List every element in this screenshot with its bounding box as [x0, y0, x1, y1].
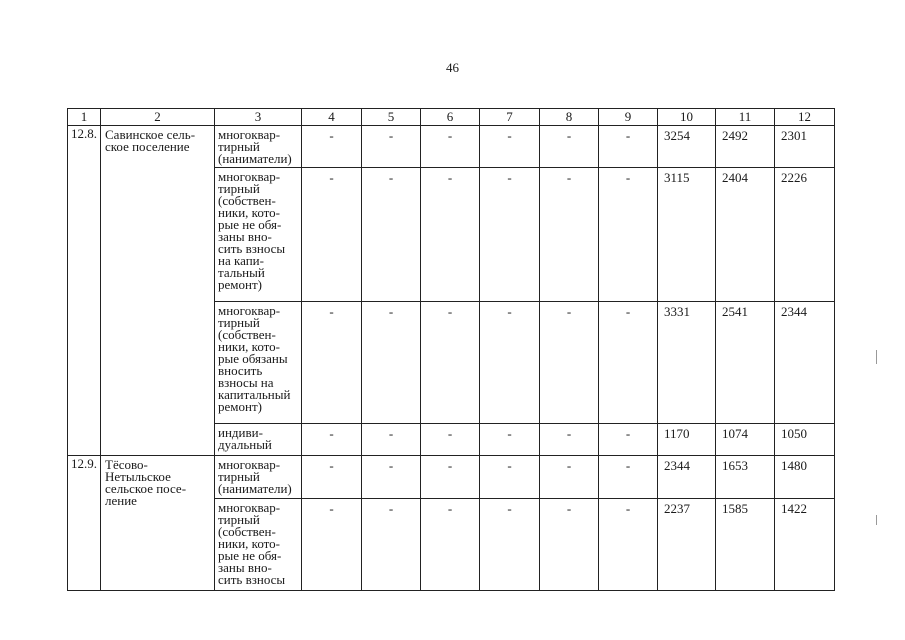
- empty-value-dash: -: [362, 168, 421, 302]
- column-header: 3: [215, 109, 302, 126]
- housing-type-line: вносить: [218, 363, 263, 378]
- empty-value-dash: -: [599, 499, 658, 591]
- housing-type-line: взносы на: [218, 375, 274, 390]
- empty-value-dash: -: [480, 456, 540, 499]
- empty-value-dash: -: [599, 126, 658, 168]
- housing-type: [215, 499, 302, 591]
- housing-type-line: ники, кото-: [218, 536, 281, 551]
- empty-value-dash: -: [362, 499, 421, 591]
- value-v10: 2344: [658, 456, 716, 499]
- housing-type-line: тирный: [218, 512, 260, 527]
- value-v11: 2404: [716, 168, 775, 302]
- value-v12: 2226: [775, 168, 835, 302]
- scan-margin-mark: [876, 350, 877, 364]
- housing-type-line: сить взносы: [218, 572, 286, 587]
- column-header: 9: [599, 109, 658, 126]
- column-header: 2: [101, 109, 215, 126]
- housing-type-line: многоквар-: [218, 500, 281, 515]
- column-header: 12: [775, 109, 835, 126]
- table-row: [68, 456, 835, 499]
- empty-value-dash: -: [540, 126, 599, 168]
- column-header: 10: [658, 109, 716, 126]
- value-v10: 3254: [658, 126, 716, 168]
- housing-type-line: многоквар-: [218, 303, 281, 318]
- value-v10: 2237: [658, 499, 716, 591]
- housing-type-line: многоквар-: [218, 127, 281, 142]
- housing-type-line: рые обязаны: [218, 351, 288, 366]
- housing-type-line: (наниматели): [218, 151, 292, 166]
- page-number: 46: [446, 60, 459, 75]
- empty-value-dash: -: [302, 168, 362, 302]
- housing-type-line: (наниматели): [218, 481, 292, 496]
- empty-value-dash: -: [540, 499, 599, 591]
- settlement-name-line: Тёсово-: [105, 457, 148, 472]
- value-v11: 1585: [716, 499, 775, 591]
- housing-type-line: тальный: [218, 265, 265, 280]
- empty-value-dash: -: [362, 302, 421, 424]
- empty-value-dash: -: [599, 424, 658, 456]
- settlement-name-line: сельское посе-: [105, 481, 187, 496]
- empty-value-dash: -: [421, 302, 480, 424]
- housing-type-line: тирный: [218, 181, 260, 196]
- empty-value-dash: -: [480, 499, 540, 591]
- empty-value-dash: -: [362, 456, 421, 499]
- housing-type-line: многоквар-: [218, 169, 281, 184]
- column-header: 7: [480, 109, 540, 126]
- value-v10: 1170: [658, 424, 716, 456]
- housing-type-line: (собствен-: [218, 524, 276, 539]
- settlement-name-line: ское поселение: [105, 139, 190, 154]
- empty-value-dash: -: [480, 126, 540, 168]
- settlement-name-line: Нетыльское: [105, 469, 171, 484]
- value-v10: 3331: [658, 302, 716, 424]
- value-v12: 2301: [775, 126, 835, 168]
- settlement-name: [101, 126, 215, 456]
- housing-type-line: ники, кото-: [218, 339, 281, 354]
- housing-type-line: капитальный: [218, 387, 291, 402]
- empty-value-dash: -: [421, 499, 480, 591]
- value-v12: 1050: [775, 424, 835, 456]
- value-v12: 2344: [775, 302, 835, 424]
- empty-value-dash: -: [480, 302, 540, 424]
- housing-type-line: на капи-: [218, 253, 264, 268]
- housing-type-line: индиви-: [218, 425, 263, 440]
- column-header: 11: [716, 109, 775, 126]
- empty-value-dash: -: [480, 424, 540, 456]
- settlement-name-line: ление: [105, 493, 137, 508]
- value-v12: 1422: [775, 499, 835, 591]
- housing-type: [215, 302, 302, 424]
- empty-value-dash: -: [599, 168, 658, 302]
- value-v11: 1074: [716, 424, 775, 456]
- empty-value-dash: -: [421, 456, 480, 499]
- housing-type-line: сить взносы: [218, 241, 286, 256]
- housing-type: [215, 456, 302, 499]
- value-v10: 3115: [658, 168, 716, 302]
- empty-value-dash: -: [599, 456, 658, 499]
- column-header: 4: [302, 109, 362, 126]
- tariff-table: [67, 108, 835, 591]
- empty-value-dash: -: [540, 424, 599, 456]
- settlement-name: [101, 456, 215, 591]
- scan-margin-mark: [876, 515, 877, 525]
- column-header: 5: [362, 109, 421, 126]
- empty-value-dash: -: [362, 424, 421, 456]
- empty-value-dash: -: [599, 302, 658, 424]
- empty-value-dash: -: [480, 168, 540, 302]
- section-number: 12.8.: [68, 126, 101, 456]
- housing-type-line: заны вно-: [218, 560, 272, 575]
- empty-value-dash: -: [540, 168, 599, 302]
- section-number: 12.9.: [68, 456, 101, 591]
- empty-value-dash: -: [540, 302, 599, 424]
- housing-type-line: ремонт): [218, 277, 262, 292]
- housing-type-line: заны вно-: [218, 229, 272, 244]
- housing-type: [215, 424, 302, 456]
- housing-type-line: (собствен-: [218, 193, 276, 208]
- housing-type-line: тирный: [218, 315, 260, 330]
- settlement-name-line: Савинское сель-: [105, 127, 196, 142]
- empty-value-dash: -: [421, 168, 480, 302]
- housing-type-line: тирный: [218, 139, 260, 154]
- housing-type-line: (собствен-: [218, 327, 276, 342]
- value-v11: 2492: [716, 126, 775, 168]
- empty-value-dash: -: [302, 126, 362, 168]
- value-v11: 1653: [716, 456, 775, 499]
- column-header: 6: [421, 109, 480, 126]
- column-header: 1: [68, 109, 101, 126]
- housing-type-line: рые не обя-: [218, 217, 282, 232]
- housing-type-line: ники, кото-: [218, 205, 281, 220]
- empty-value-dash: -: [302, 499, 362, 591]
- empty-value-dash: -: [302, 456, 362, 499]
- empty-value-dash: -: [362, 126, 421, 168]
- housing-type-line: дуальный: [218, 437, 272, 452]
- value-v11: 2541: [716, 302, 775, 424]
- empty-value-dash: -: [302, 424, 362, 456]
- housing-type: [215, 168, 302, 302]
- housing-type-line: многоквар-: [218, 457, 281, 472]
- housing-type-line: тирный: [218, 469, 260, 484]
- table-row: [68, 126, 835, 168]
- empty-value-dash: -: [302, 302, 362, 424]
- empty-value-dash: -: [421, 126, 480, 168]
- table-header-row: [68, 109, 835, 126]
- housing-type: [215, 126, 302, 168]
- column-header: 8: [540, 109, 599, 126]
- value-v12: 1480: [775, 456, 835, 499]
- housing-type-line: ремонт): [218, 399, 262, 414]
- empty-value-dash: -: [421, 424, 480, 456]
- empty-value-dash: -: [540, 456, 599, 499]
- housing-type-line: рые не обя-: [218, 548, 282, 563]
